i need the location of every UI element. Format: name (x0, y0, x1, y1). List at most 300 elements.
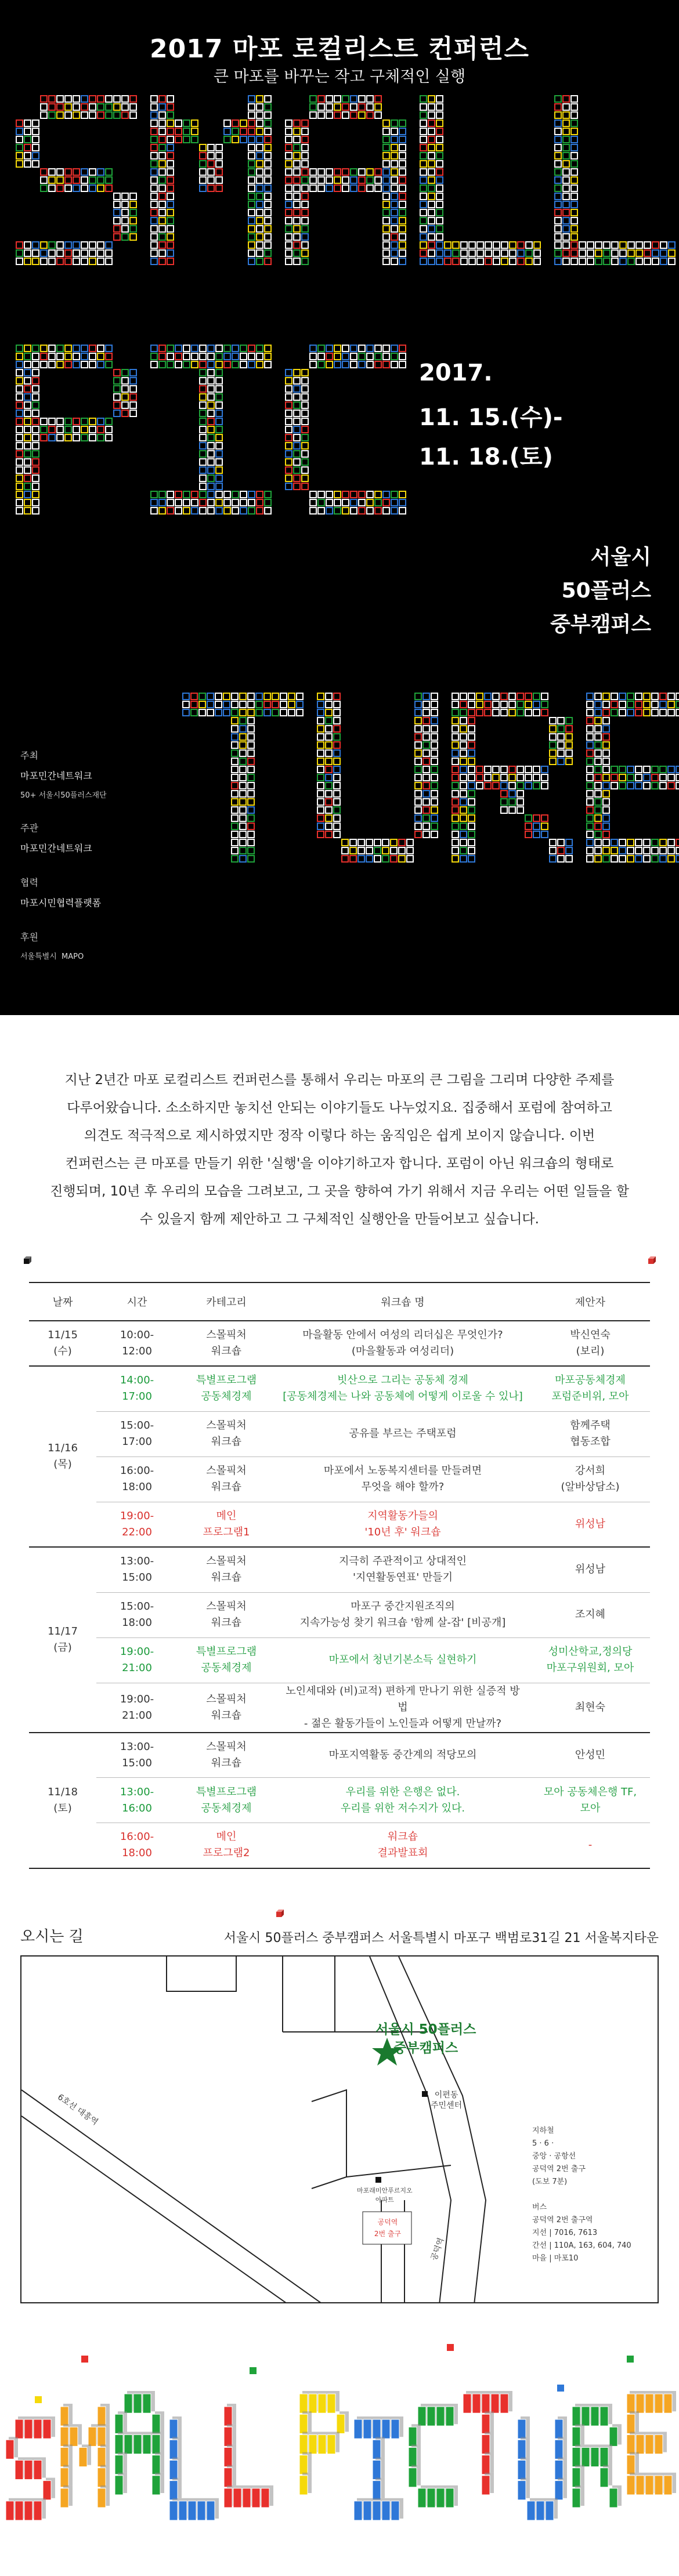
mosaic-tile (415, 758, 421, 765)
mosaic-tile (208, 443, 214, 449)
mosaic-tile (587, 791, 593, 797)
mosaic-tile (359, 185, 365, 191)
mosaic-tile (644, 693, 650, 700)
footer-art (0, 2332, 679, 2576)
mosaic-tile (286, 475, 292, 481)
mosaic-tile (669, 242, 675, 248)
letter-block (645, 2394, 653, 2413)
mosaic-tile (351, 499, 357, 506)
mosaic-tile (420, 185, 427, 191)
mosaic-tile (257, 226, 263, 232)
mosaic-tile (391, 209, 398, 216)
mosaic-tile (16, 353, 23, 360)
mosaic-tile (558, 726, 564, 732)
mosaic-tile (350, 839, 356, 846)
letter-block (609, 2427, 617, 2446)
mosaic-tile (81, 250, 88, 256)
mosaic-tile (533, 774, 540, 781)
mosaic-tile (16, 394, 23, 400)
letter-block (500, 2394, 508, 2413)
mosaic-tile (555, 120, 561, 126)
mosaic-tile (334, 742, 340, 748)
mosaic-tile (130, 369, 136, 376)
mosaic-tile (122, 209, 128, 216)
mosaic-tile (224, 353, 230, 360)
mosaic-tile (555, 201, 561, 208)
mosaic-tile (525, 701, 532, 708)
mosaic-tile (159, 201, 165, 208)
mosaic-tile (65, 169, 71, 175)
mosaic-tile (265, 201, 271, 208)
mosaic-tile (595, 693, 601, 700)
mosaic-tile (32, 491, 39, 498)
mosaic-tile (460, 782, 467, 789)
mosaic-tile (294, 153, 300, 159)
mosaic-tile (420, 250, 427, 256)
mosaic-tile (525, 709, 532, 716)
mosaic-tile (167, 250, 174, 256)
mosaic-tile (167, 209, 174, 216)
mosaic-tile (383, 508, 389, 514)
mosaic-tile (208, 361, 214, 368)
mosaic-tile (264, 693, 270, 700)
mosaic-tile (334, 185, 341, 191)
mosaic-tile (224, 128, 230, 135)
letter-block (169, 2460, 178, 2479)
mosaic-tile (571, 209, 577, 216)
mosaic-tile (232, 701, 238, 708)
mosaic-tile (65, 242, 71, 248)
mosaic-tile (611, 847, 617, 854)
letter-block (152, 2475, 160, 2494)
mosaic-tile (286, 161, 292, 167)
mosaic-tile (493, 782, 499, 789)
mosaic-tile (660, 250, 667, 256)
mosaic-tile (415, 734, 421, 740)
mosaic-tile (555, 193, 561, 200)
mosaic-tile (216, 185, 222, 191)
mosaic-tile (383, 345, 389, 352)
mosaic-tile (334, 499, 341, 506)
mosaic-tile (240, 839, 246, 846)
mosaic-tile (595, 823, 601, 829)
mosaic-tile (183, 491, 190, 498)
mosaic-tile (240, 701, 246, 708)
mosaic-tile (452, 847, 458, 854)
mosaic-tile (501, 250, 508, 256)
mosaic-tile (652, 258, 659, 265)
mosaic-tile (501, 791, 507, 797)
mosaic-tile (351, 96, 357, 102)
mosaic-tile (407, 847, 413, 854)
mosaic-tile (619, 847, 626, 854)
mosaic-tile (383, 258, 389, 265)
cell-proposer: 마포공동체경제 포럼준비위, 모아 (530, 1366, 650, 1411)
letter-block (97, 2488, 106, 2507)
mosaic-tile (550, 750, 556, 756)
mosaic-tile (420, 226, 427, 232)
mosaic-tile (359, 112, 365, 118)
mosaic-tile (399, 128, 406, 135)
mosaic-tile (351, 104, 357, 110)
header-date: 날짜 (29, 1282, 96, 1321)
letter-block (299, 2394, 308, 2413)
mosaic-tile (130, 386, 136, 392)
mosaic-tile (326, 758, 332, 765)
mosaic-tile (159, 234, 165, 240)
mosaic-tile (81, 104, 88, 110)
mosaic-tile (571, 104, 577, 110)
mosaic-tile (248, 718, 254, 724)
mosaic-tile (318, 499, 324, 506)
mosaic-tile (669, 250, 675, 256)
mosaic-tile (297, 701, 303, 708)
mosaic-tile (509, 701, 515, 708)
mosaic-tile (265, 120, 271, 126)
mosaic-tile (200, 410, 206, 416)
mosaic-tile (627, 701, 634, 708)
mosaic-tile (183, 353, 190, 360)
intro-line: 컨퍼런스는 큰 마포를 만들기 위한 '실행'을 이야기하고자 합니다. 포럼이 아닌 워크숍의 형태로 (65, 1156, 614, 1171)
mosaic-tile (200, 345, 206, 352)
mosaic-tile (89, 361, 96, 368)
mosaic-tile (420, 104, 427, 110)
mosaic-tile (428, 112, 435, 118)
mosaic-tile (604, 242, 610, 248)
mosaic-tile (428, 226, 435, 232)
mosaic-tile (468, 742, 475, 748)
mosaic-tile (280, 709, 287, 716)
mosaic-tile (383, 185, 389, 191)
mosaic-tile (420, 258, 427, 265)
mosaic-tile (24, 128, 31, 135)
mosaic-tile (49, 169, 55, 175)
letter-block (363, 2419, 371, 2439)
mosaic-tile (24, 353, 31, 360)
mosaic-tile (468, 831, 475, 838)
mosaic-tile (192, 353, 198, 360)
mosaic-tile (476, 709, 483, 716)
mosaic-tile (248, 499, 255, 506)
letter-block (572, 2447, 580, 2466)
mosaic-tile (302, 386, 308, 392)
mosaic-tile (636, 242, 642, 248)
mosaic-tile (89, 434, 96, 441)
mosaic-tile (265, 242, 271, 248)
mosaic-tile (468, 774, 475, 781)
mosaic-tile (367, 185, 373, 191)
cell-proposer: - (530, 1823, 650, 1868)
mosaic-tile (669, 258, 675, 265)
mosaic-tile (399, 185, 406, 191)
mosaic-tile (265, 144, 271, 151)
mosaic-tile (200, 185, 206, 191)
mosaic-tile (318, 353, 324, 360)
mosaic-tile (367, 353, 373, 360)
mosaic-tile (232, 508, 239, 514)
mosaic-tile (24, 386, 31, 392)
mosaic-tile (16, 443, 23, 449)
mosaic-tile (199, 709, 205, 716)
mosaic-tile (294, 258, 300, 265)
mosaic-tile (476, 766, 483, 773)
mosaic-tile (436, 234, 443, 240)
mosaic-tile (415, 791, 421, 797)
mosaic-tile (382, 839, 389, 846)
mosaic-tile (635, 709, 642, 716)
mosaic-tile (668, 856, 674, 862)
mosaic-tile (97, 96, 104, 102)
credit-name: 마포민간네트워크 (20, 843, 92, 854)
mosaic-tile (208, 410, 214, 416)
mosaic-tile (461, 250, 467, 256)
mosaic-tile (420, 193, 427, 200)
mosaic-tile (460, 856, 467, 862)
mosaic-tile (383, 491, 389, 498)
mosaic-tile (16, 418, 23, 425)
mosaic-tile (208, 434, 214, 441)
mosaic-tile (595, 758, 601, 765)
mosaic-tile (342, 508, 349, 514)
mosaic-tile (32, 483, 39, 490)
mosaic-tile (317, 799, 324, 805)
mosaic-tile (652, 782, 658, 789)
mosaic-tile (383, 361, 389, 368)
mosaic-tile (32, 144, 39, 151)
mosaic-tile (660, 774, 666, 781)
mosaic-tile (248, 345, 255, 352)
mosaic-tile (248, 209, 255, 216)
mosaic-tile (509, 799, 515, 805)
mosaic-tile (644, 258, 651, 265)
letter-block (591, 2447, 599, 2466)
mosaic-tile (603, 718, 609, 724)
mosaic-tile (501, 782, 507, 789)
mosaic-tile (200, 418, 206, 425)
mosaic-tile (200, 361, 206, 368)
mosaic-tile (571, 169, 577, 175)
letter-block (327, 2394, 335, 2413)
location-map[interactable] (20, 1955, 659, 2303)
mosaic-tile (436, 242, 443, 248)
mosaic-tile (130, 234, 136, 240)
mosaic-tile (428, 120, 435, 126)
mosaic-tile (167, 234, 174, 240)
mosaic-tile (294, 443, 300, 449)
mosaic-tile (317, 742, 324, 748)
mosaic-tile (452, 718, 458, 724)
mosaic-tile (603, 726, 609, 732)
mosaic-tile (302, 250, 308, 256)
venue-map-label-line: 중부캠퍼스 (393, 2040, 458, 2056)
mosaic-tile (89, 426, 96, 433)
mosaic-tile (192, 499, 198, 506)
floating-cube (35, 2396, 42, 2403)
mosaic-tile (191, 701, 197, 708)
mosaic-tile (367, 499, 373, 506)
mosaic-tile (89, 258, 96, 265)
mosaic-tile (383, 201, 389, 208)
mosaic-tile (240, 807, 246, 813)
mosaic-tile (286, 369, 292, 376)
mosaic-tile (587, 258, 594, 265)
mosaic-tile (453, 258, 459, 265)
mosaic-tile (383, 177, 389, 183)
mosaic-tile (676, 782, 679, 789)
mosaic-tile (248, 815, 254, 821)
mosaic-tile (431, 799, 438, 805)
mosaic-tile (423, 782, 429, 789)
mosaic-tile (595, 782, 601, 789)
mosaic-tile (566, 734, 572, 740)
mosaic-tile (374, 847, 381, 854)
mosaic-tile (32, 402, 39, 408)
letter-block (555, 2419, 563, 2439)
letter-block (97, 2407, 106, 2426)
mosaic-tile (612, 242, 618, 248)
transit-line: 마을 | 마포10 (532, 2253, 579, 2263)
mosaic-tile (571, 258, 577, 265)
mosaic-tile (208, 161, 214, 167)
mosaic-tile (431, 726, 438, 732)
mosaic-tile (359, 96, 365, 102)
mosaic-tile (175, 499, 182, 506)
mosaic-tile (208, 475, 214, 481)
letter-block (261, 2488, 269, 2507)
mosaic-tile (399, 499, 406, 506)
mosaic-tile (612, 250, 618, 256)
mosaic-tile (415, 709, 421, 716)
mosaic-tile (501, 807, 507, 813)
letter-block (88, 2427, 96, 2446)
letter-block (409, 2447, 417, 2466)
mosaic-tile (603, 847, 609, 854)
mosaic-tile (32, 475, 39, 481)
mosaic-tile (183, 499, 190, 506)
mosaic-tile (317, 758, 324, 765)
mosaic-tile (192, 508, 198, 514)
mosaic-tile (571, 218, 577, 224)
cell-proposer: 강서희 (알바상담소) (530, 1457, 650, 1502)
letter-block (518, 2480, 526, 2499)
mosaic-tile (248, 807, 254, 813)
mosaic-tile (294, 128, 300, 135)
mosaic-tile (587, 750, 593, 756)
mosaic-tile (342, 185, 349, 191)
mosaic-tile (452, 766, 458, 773)
mosaic-tile (334, 791, 340, 797)
mosaic-tile (334, 169, 341, 175)
mosaic-tile (114, 226, 120, 232)
mosaic-tile (286, 234, 292, 240)
mosaic-tile (122, 193, 128, 200)
mosaic-tile (199, 693, 205, 700)
mosaic-tile (167, 177, 174, 183)
mosaic-tile (248, 847, 254, 854)
mosaic-tile (159, 226, 165, 232)
mosaic-tile (240, 345, 247, 352)
letter-block (60, 2427, 68, 2446)
mosaic-tile (334, 345, 341, 352)
letter-block (233, 2488, 241, 2507)
mosaic-tile (114, 378, 120, 384)
mosaic-tile (151, 345, 157, 352)
mosaic-tile (517, 709, 523, 716)
mosaic-tile (175, 120, 182, 126)
mosaic-tile (224, 499, 230, 506)
mosaic-tile (130, 402, 136, 408)
mosaic-tile (627, 709, 634, 716)
mosaic-tile (563, 161, 569, 167)
mosaic-tile (16, 120, 23, 126)
mosaic-tile (16, 483, 23, 490)
mosaic-tile (399, 250, 406, 256)
mosaic-tile (257, 242, 263, 248)
mosaic-tile (399, 201, 406, 208)
mosaic-tile (302, 475, 308, 481)
mosaic-tile (436, 128, 443, 135)
letter-block (152, 2434, 160, 2454)
mosaic-tile (183, 345, 190, 352)
mosaic-tile (286, 402, 292, 408)
mosaic-tile (159, 136, 165, 143)
mosaic-tile (660, 847, 666, 854)
mosaic-tile (208, 378, 214, 384)
mosaic-tile (468, 815, 475, 821)
mosaic-tile (571, 242, 577, 248)
mosaic-tile (257, 136, 263, 143)
mosaic-tile (533, 815, 540, 821)
mosaic-tile (603, 839, 609, 846)
mosaic-tile (469, 258, 475, 265)
mosaic-tile (232, 128, 239, 135)
mosaic-tile (265, 250, 271, 256)
intro-text (0, 1015, 679, 1233)
mosaic-tile (375, 112, 381, 118)
mosaic-tile (460, 693, 467, 700)
mosaic-tile (265, 104, 271, 110)
mosaic-tile (41, 353, 47, 360)
intro-line: 의견도 적극적으로 제시하였지만 정작 이렇다 하는 움직임은 쉽게 보이지 않습니다. 이번 (84, 1128, 595, 1143)
mosaic-tile (550, 847, 556, 854)
mosaic-tile (215, 709, 222, 716)
mosaic-tile (294, 144, 300, 151)
mosaic-tile (518, 258, 524, 265)
mosaic-tile (208, 451, 214, 457)
mosaic-tile (428, 104, 435, 110)
mosaic-tile (183, 701, 189, 708)
mosaic-tile (452, 774, 458, 781)
mosaic-tile (65, 353, 71, 360)
mosaic-tile (317, 726, 324, 732)
mosaic-tile (65, 112, 71, 118)
mosaic-tile (41, 96, 47, 102)
mosaic-tile (563, 144, 569, 151)
mosaic-tile (151, 128, 157, 135)
letter-block (655, 2434, 663, 2454)
mosaic-tile (342, 112, 349, 118)
mosaic-tile (493, 766, 499, 773)
mosaic-tile (604, 258, 610, 265)
mosaic-tile (391, 193, 398, 200)
mosaic-tile (627, 693, 634, 700)
table-row (29, 1547, 650, 1592)
mosaic-tile (558, 750, 564, 756)
mosaic-tile (533, 701, 540, 708)
mosaic-tile (257, 361, 263, 368)
mosaic-tile (57, 96, 63, 102)
mosaic-tile (526, 242, 532, 248)
